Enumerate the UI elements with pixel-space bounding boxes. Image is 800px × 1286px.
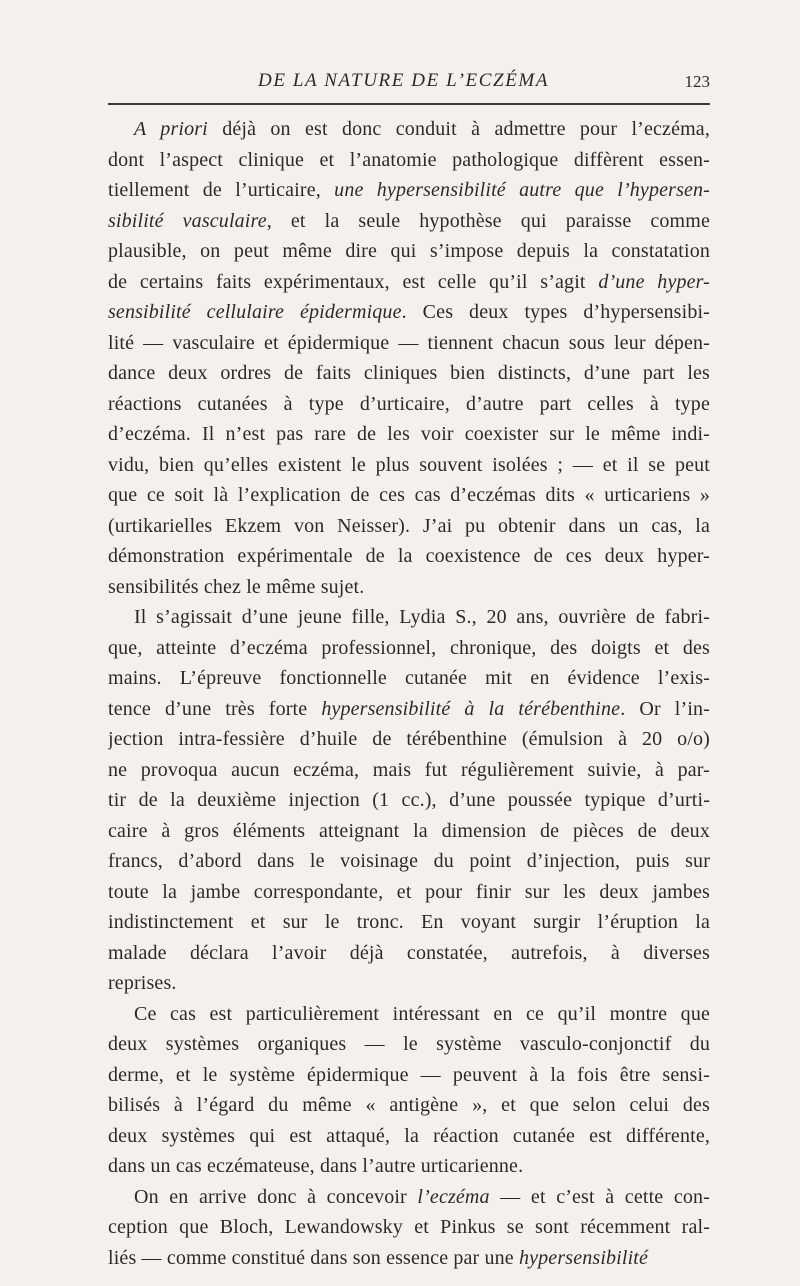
text-line (108, 663, 710, 694)
text-run: francs, d’abord dans le voisinage du point d’injection, puis sur (108, 850, 710, 872)
text-line (108, 938, 710, 969)
text-line (108, 785, 710, 816)
text-run: deux systèmes organiques — le système vasculo-conjonctif du (108, 1033, 710, 1055)
text-run: malade déclara l’avoir déjà constatée, autrefois, à diverses (108, 941, 710, 964)
text-line (108, 1151, 710, 1182)
text-run: , et la seule hypothèse qui paraisse comme (266, 209, 710, 232)
paragraph (108, 1182, 710, 1274)
text-run: sensibilités chez le même sujet. (108, 575, 365, 598)
text-run: On en arrive donc à concevoir (134, 1185, 418, 1208)
text-run: tence d’une très forte (108, 697, 322, 720)
text-line (108, 450, 710, 481)
text-line (108, 236, 710, 267)
text-run: bilisés à l’égard du même « antigène », et que selon celui des (108, 1094, 710, 1116)
page-number: 123 (684, 72, 710, 91)
text-line (108, 1243, 710, 1274)
running-title: DE LA NATURE DE L’ECZÉMA (258, 70, 550, 91)
text-line (108, 1090, 710, 1121)
text-run: de certains faits expérimentaux, est celle qu’il s’agit (108, 270, 599, 293)
italic-text: sibilité vasculaire (108, 209, 267, 232)
text-line (108, 968, 710, 999)
text-run: ne provoqua aucun eczéma, mais fut régulièrement suivie, à par- (108, 758, 710, 781)
text-run: . Or l’in- (620, 697, 710, 720)
text-line (108, 1182, 710, 1213)
italic-text: A priori (134, 118, 208, 140)
text-line (108, 846, 710, 877)
text-line (108, 541, 710, 572)
text-run: dont l’aspect clinique et l’anatomie pathologique diffèrent essen- (108, 148, 710, 171)
text-run: jection intra-fessière d’huile de térébenthine (émulsion à 20 o/o) (108, 728, 710, 750)
text-line (108, 999, 710, 1030)
text-line (108, 694, 710, 725)
text-run: caire à gros éléments atteignant la dimension de pièces de deux (108, 819, 710, 842)
text-line (108, 572, 710, 603)
text-run: que ce soit là l’explication de ces cas d’eczémas dits « urticariens » (108, 484, 710, 506)
text-run: que, atteinte d’eczéma professionnel, chronique, des doigts et des (108, 636, 710, 659)
text-run: deux systèmes qui est attaqué, la réaction cutanée est différente, (108, 1124, 710, 1147)
page-header (108, 70, 710, 98)
text-run: déjà on est donc conduit à admettre pour l’eczéma, (207, 118, 710, 140)
text-line (108, 1212, 710, 1243)
italic-text: hypersensibilité (518, 1246, 649, 1269)
paragraph (108, 602, 710, 999)
paragraph (108, 999, 710, 1182)
text-line (108, 419, 710, 450)
text-run: — et c’est à cette con- (489, 1185, 710, 1208)
italic-text: hypersensibilité à la térébenthine (321, 697, 621, 720)
text-run: ception que Bloch, Lewandowsky et Pinkus se sont récemment ral- (108, 1216, 710, 1238)
text-line (108, 328, 710, 359)
text-line (108, 267, 710, 298)
text-line (108, 877, 710, 908)
text-run: lité — vasculaire et épidermique — tiennent chacun sous leur dépen- (108, 331, 710, 354)
paragraph (108, 114, 710, 602)
text-run: toute la jambe correspondante, et pour finir sur les deux jambes (108, 880, 710, 903)
text-run: mains. L’épreuve fonctionnelle cutanée mit en évidence l’exis- (108, 667, 710, 689)
text-run: démonstration expérimentale de la coexistence de ces deux hyper- (108, 545, 710, 567)
text-line (108, 1029, 710, 1060)
text-run: derme, et le système épidermique — peuvent à la fois être sensi- (108, 1063, 710, 1086)
text-run: tiellement de l’urticaire, (108, 179, 335, 201)
text-line (108, 206, 710, 237)
text-run: liés — comme constitué dans son essence par une (108, 1246, 519, 1269)
italic-text: une hypersensibilité autre que l’hypersen- (334, 179, 710, 201)
italic-text: l’eczéma (417, 1185, 490, 1208)
text-run: dance deux ordres de faits cliniques bien distincts, d’une part les (108, 362, 710, 384)
text-run: tir de la deuxième injection (1 cc.), d’une poussée typique d’urti- (108, 789, 710, 811)
text-line (108, 175, 710, 206)
text-run: réactions cutanées à type d’urticaire, d’autre part celles à type (108, 392, 710, 415)
italic-text: sensibilité cellulaire épidermique (108, 301, 402, 323)
text-run: reprises. (108, 972, 177, 994)
text-run: (urtikarielles Ekzem von Neisser). J’ai pu obtenir dans un cas, la (108, 514, 710, 537)
text-line (108, 724, 710, 755)
text-line (108, 114, 710, 145)
text-line (108, 511, 710, 542)
text-run: d’eczéma. Il n’est pas rare de les voir coexister sur le même indi- (108, 423, 710, 445)
header-rule (108, 103, 710, 105)
text-run: dans un cas eczémateuse, dans l’autre urticarienne. (108, 1155, 524, 1177)
text-line (108, 480, 710, 511)
text-line (108, 145, 710, 176)
text-line (108, 816, 710, 847)
body-text (108, 114, 710, 1273)
text-line (108, 358, 710, 389)
text-line (108, 1060, 710, 1091)
text-line (108, 907, 710, 938)
text-run: indistinctement et sur le tronc. En voyant surgir l’éruption la (108, 911, 710, 933)
italic-text: d’une hyper- (598, 270, 710, 293)
text-run: . Ces deux types d’hypersensibi- (401, 301, 710, 323)
text-run: Il s’agissait d’une jeune fille, Lydia S., 20 ans, ouvrière de fabri- (134, 606, 710, 628)
text-run: vidu, bien qu’elles existent le plus souvent isolées ; — et il se peut (108, 453, 710, 476)
text-line (108, 633, 710, 664)
text-line (108, 755, 710, 786)
text-line (108, 1121, 710, 1152)
text-line (108, 602, 710, 633)
text-line (108, 297, 710, 328)
text-line (108, 389, 710, 420)
text-run: plausible, on peut même dire qui s’impose depuis la constatation (108, 240, 710, 262)
text-run: Ce cas est particulièrement intéressant en ce qu’il montre que (134, 1002, 710, 1025)
